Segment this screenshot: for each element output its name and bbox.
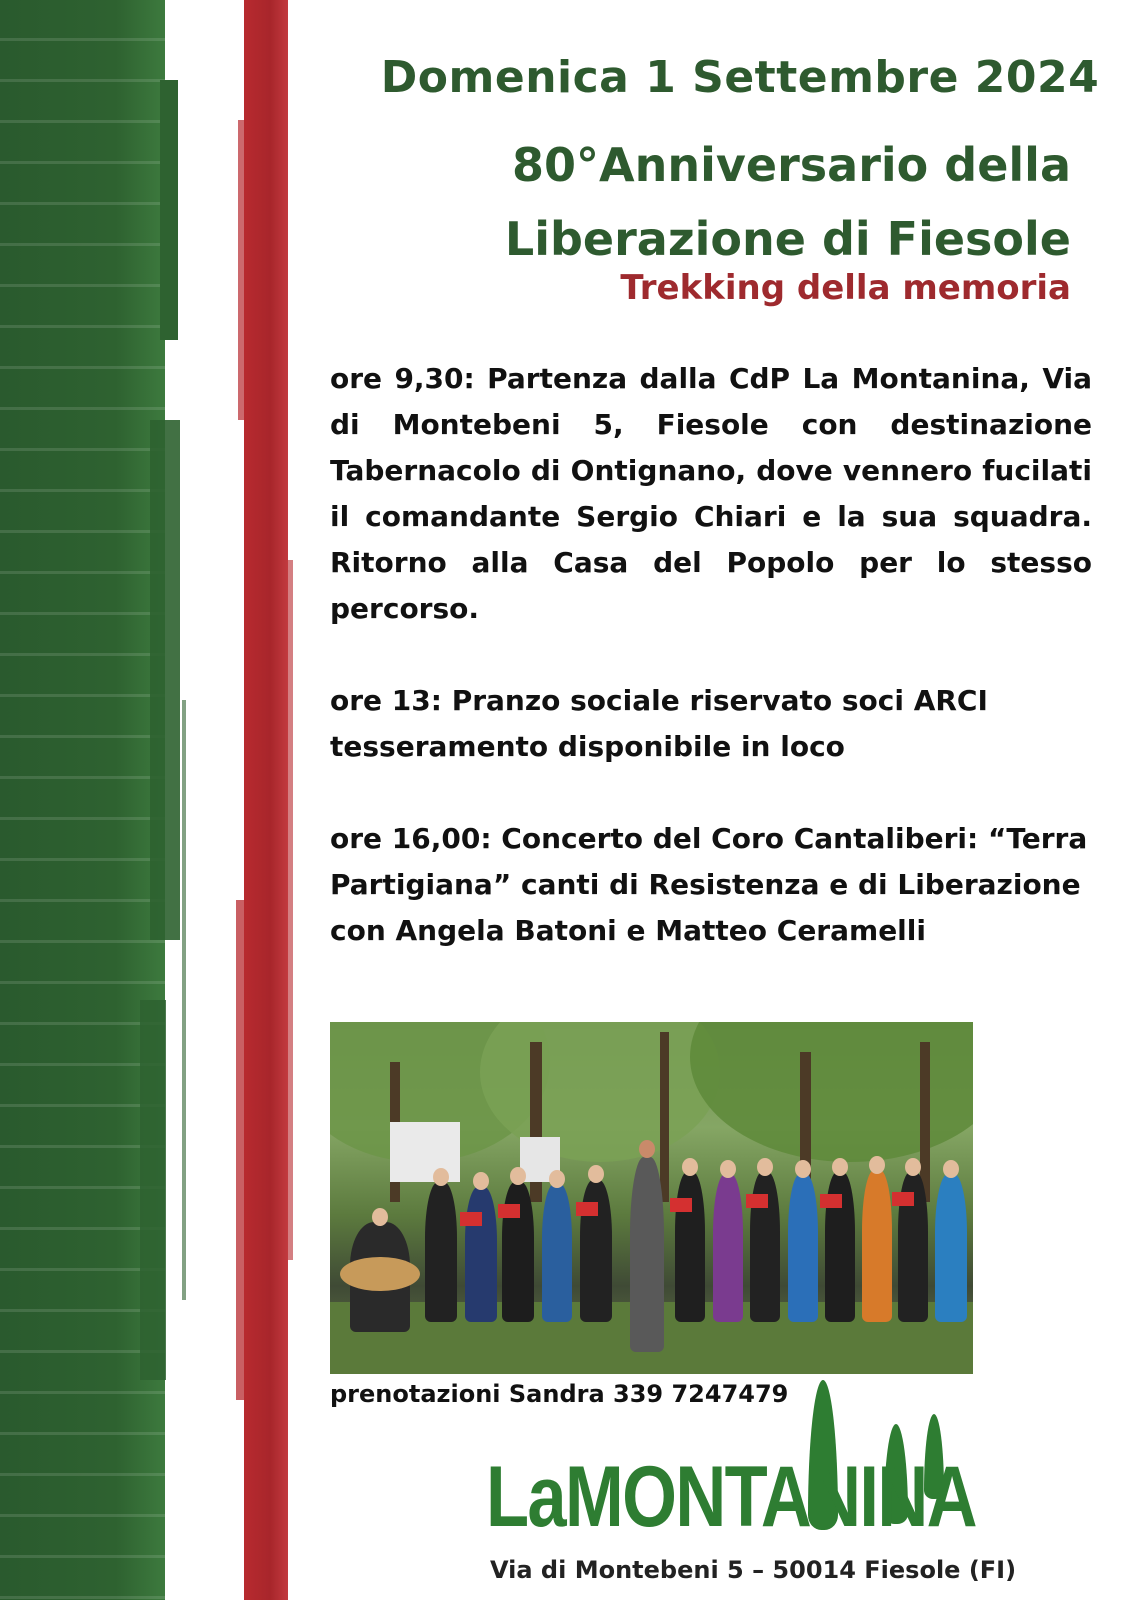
- subtitle: Trekking della memoria: [620, 268, 1071, 308]
- green-brush-fragment: [182, 700, 186, 1300]
- logo-text-la: La: [486, 1449, 566, 1545]
- red-brush-fragment: [288, 560, 293, 1260]
- choir-photo: [330, 1022, 973, 1374]
- flag-brush-decoration: [0, 0, 300, 1600]
- red-brush-fragment: [236, 900, 244, 1400]
- red-brush-stroke: [244, 0, 288, 1600]
- title-line-1: 80°Anniversario della: [512, 138, 1071, 192]
- program-morning: ore 9,30: Partenza dalla CdP La Montanina, Via di Montebeni 5, Fiesole con destinazione Tabernacolo di Ontignano, dove vennero fucilati il comandante Sergio Chiari e la sua squadra. Ritorno alla Casa del Popolo per lo stesso percorso.: [330, 362, 1092, 625]
- red-brush-fragment: [238, 120, 244, 420]
- program-concert: ore 16,00: Concerto del Coro Cantaliberi: “Terra Partigiana” canti di Resistenza e di Liberazione con Angela Batoni e Matteo Ceramelli: [330, 822, 1088, 947]
- address: Via di Montebeni 5 – 50014 Fiesole (FI): [490, 1556, 1017, 1584]
- title-line-2: Liberazione di Fiesole: [504, 212, 1071, 266]
- logo-wordmark: [486, 1448, 976, 1547]
- event-date: Domenica 1 Settembre 2024: [380, 52, 1100, 103]
- green-brush-fragment: [140, 1000, 166, 1380]
- booking-contact: prenotazioni Sandra 339 7247479: [330, 1380, 789, 1408]
- logo-text-montanina: MONTANINA: [565, 1449, 976, 1545]
- la-montanina-logo: [486, 1404, 986, 1554]
- green-brush-fragment: [160, 80, 178, 340]
- green-brush-fragment: [150, 420, 180, 940]
- program-lunch: ore 13: Pranzo sociale riservato soci ARCI tesseramento disponibile in loco: [330, 684, 988, 763]
